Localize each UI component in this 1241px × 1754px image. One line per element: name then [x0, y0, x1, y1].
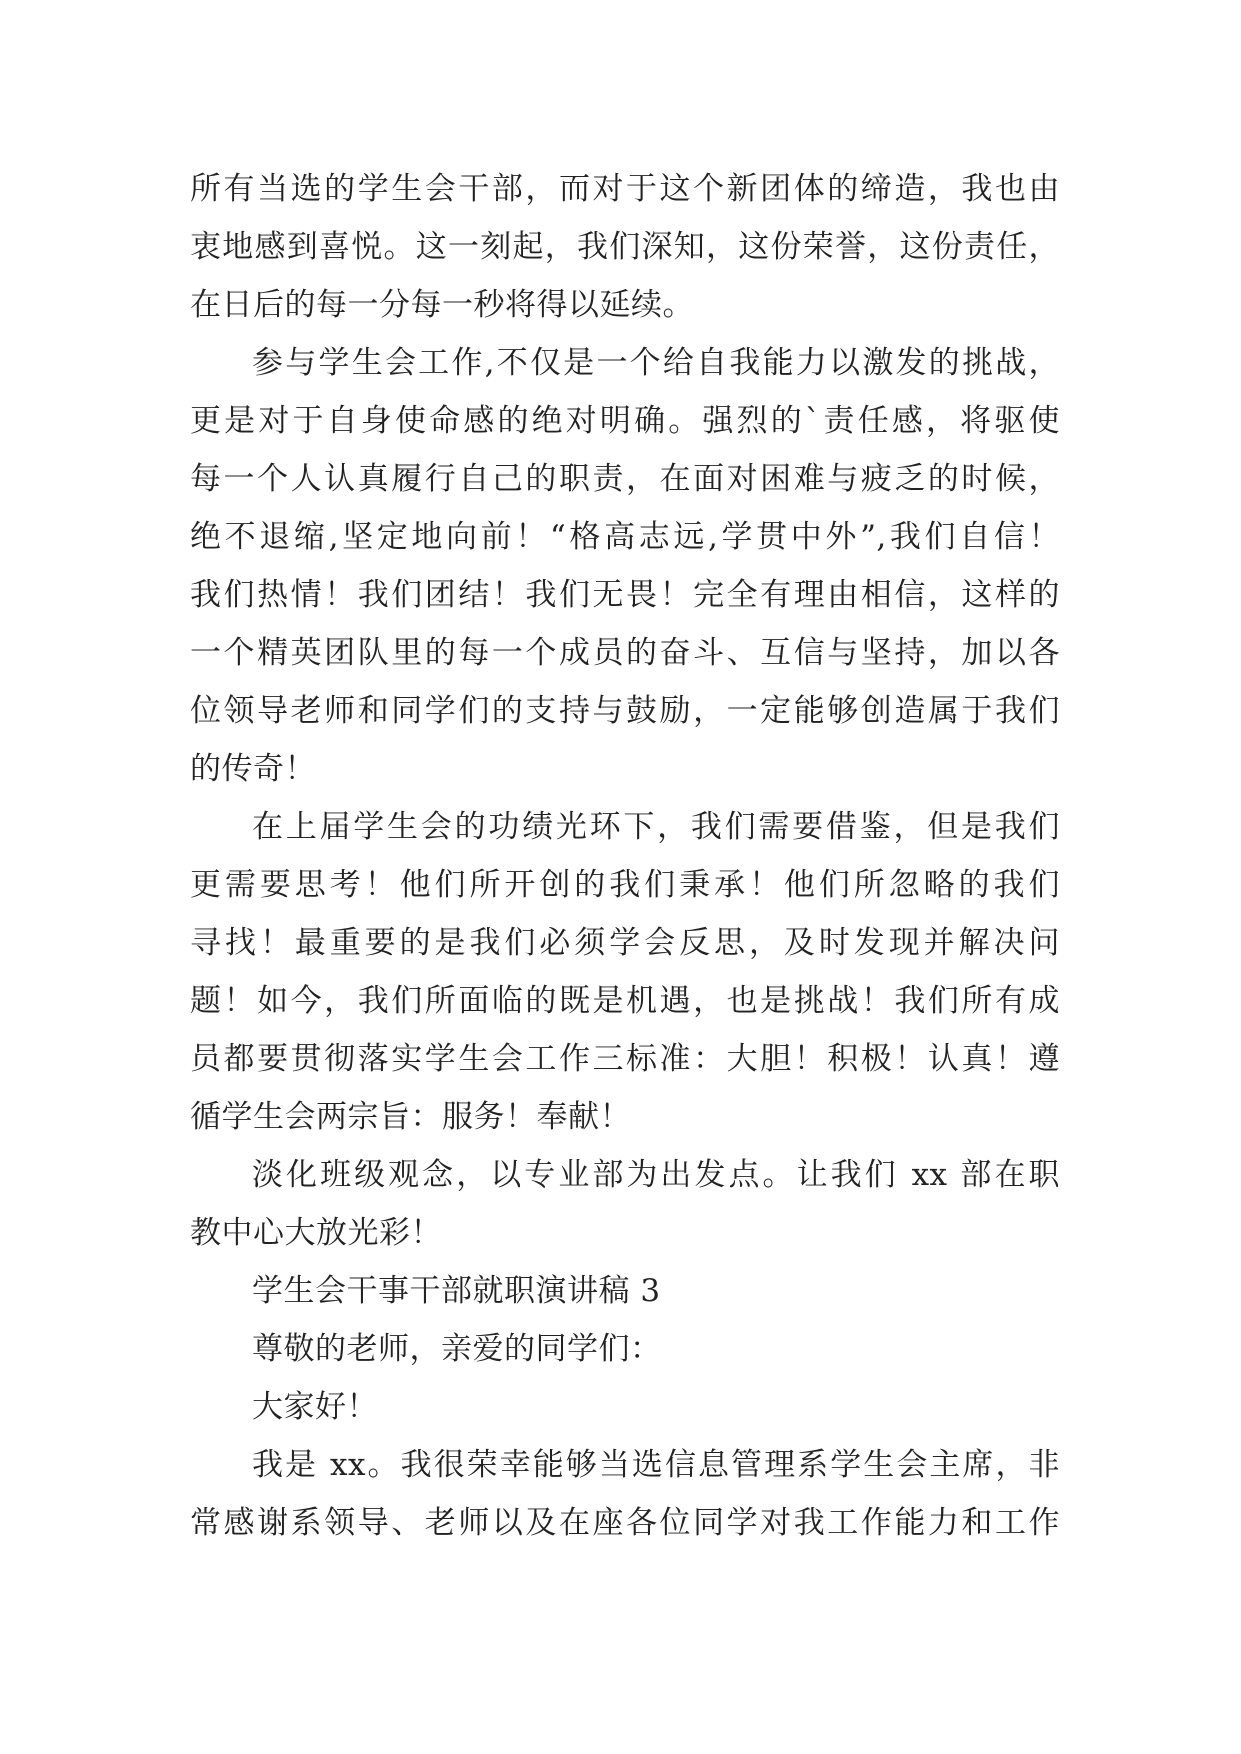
text-line: 教中心大放光彩！	[190, 1215, 442, 1251]
paragraph-start-line: 在上届学生会的功绩光环下，我们需要借鉴，但是我们	[252, 809, 1060, 845]
text-line: 所有当选的学生会干部，而对于这个新团体的缔造，我也由	[190, 171, 1060, 207]
greeting: 大家好！	[252, 1389, 378, 1425]
salutation: 尊敬的老师，亲爱的同学们：	[252, 1331, 662, 1367]
text-line: 员都要贯彻落实学生会工作三标准：大胆！积极！认真！遵	[190, 1041, 1060, 1077]
text-line: 位领导老师和同学们的支持与鼓励，一定能够创造属于我们	[190, 693, 1060, 729]
text-line: 绝不退缩,坚定地向前！“格高志远,学贯中外”,我们自信！	[190, 519, 1060, 555]
body-text	[190, 160, 1060, 1552]
text-line: 我们热情！我们团结！我们无畏！完全有理由相信，这样的	[190, 577, 1060, 613]
text-line: 循学生会两宗旨：服务！奉献！	[190, 1099, 631, 1135]
text-line: 每一个人认真履行自己的职责，在面对困难与疲乏的时候，	[190, 461, 1060, 497]
text-line: 的传奇！	[190, 751, 316, 787]
text-line: 衷地感到喜悦。这一刻起，我们深知，这份荣誉，这份责任，	[190, 229, 1060, 265]
text-line: 更需要思考！他们所开创的我们秉承！他们所忽略的我们	[190, 867, 1060, 903]
text-line: 一个精英团队里的每一个成员的奋斗、互信与坚持，加以各	[190, 635, 1060, 671]
text-line: 在日后的每一分每一秒将得以延续。	[190, 287, 694, 323]
paragraph-start-line: 参与学生会工作,不仅是一个给自我能力以激发的挑战，	[252, 345, 1060, 381]
text-line: 题！如今，我们所面临的既是机遇，也是挑战！我们所有成	[190, 983, 1060, 1019]
paragraph-start-line: 我是 xx。我很荣幸能够当选信息管理系学生会主席，非	[252, 1447, 1060, 1483]
text-line: 寻找！最重要的是我们必须学会反思，及时发现并解决问	[190, 925, 1060, 961]
text-line: 常感谢系领导、老师以及在座各位同学对我工作能力和工作	[190, 1505, 1060, 1541]
text-line: 更是对于自身使命感的绝对明确。强烈的`责任感，将驱使	[190, 403, 1060, 439]
section-title: 学生会干事干部就职演讲稿 3	[252, 1273, 661, 1309]
paragraph-start-line: 淡化班级观念，以专业部为出发点。让我们 xx 部在职	[252, 1157, 1060, 1193]
